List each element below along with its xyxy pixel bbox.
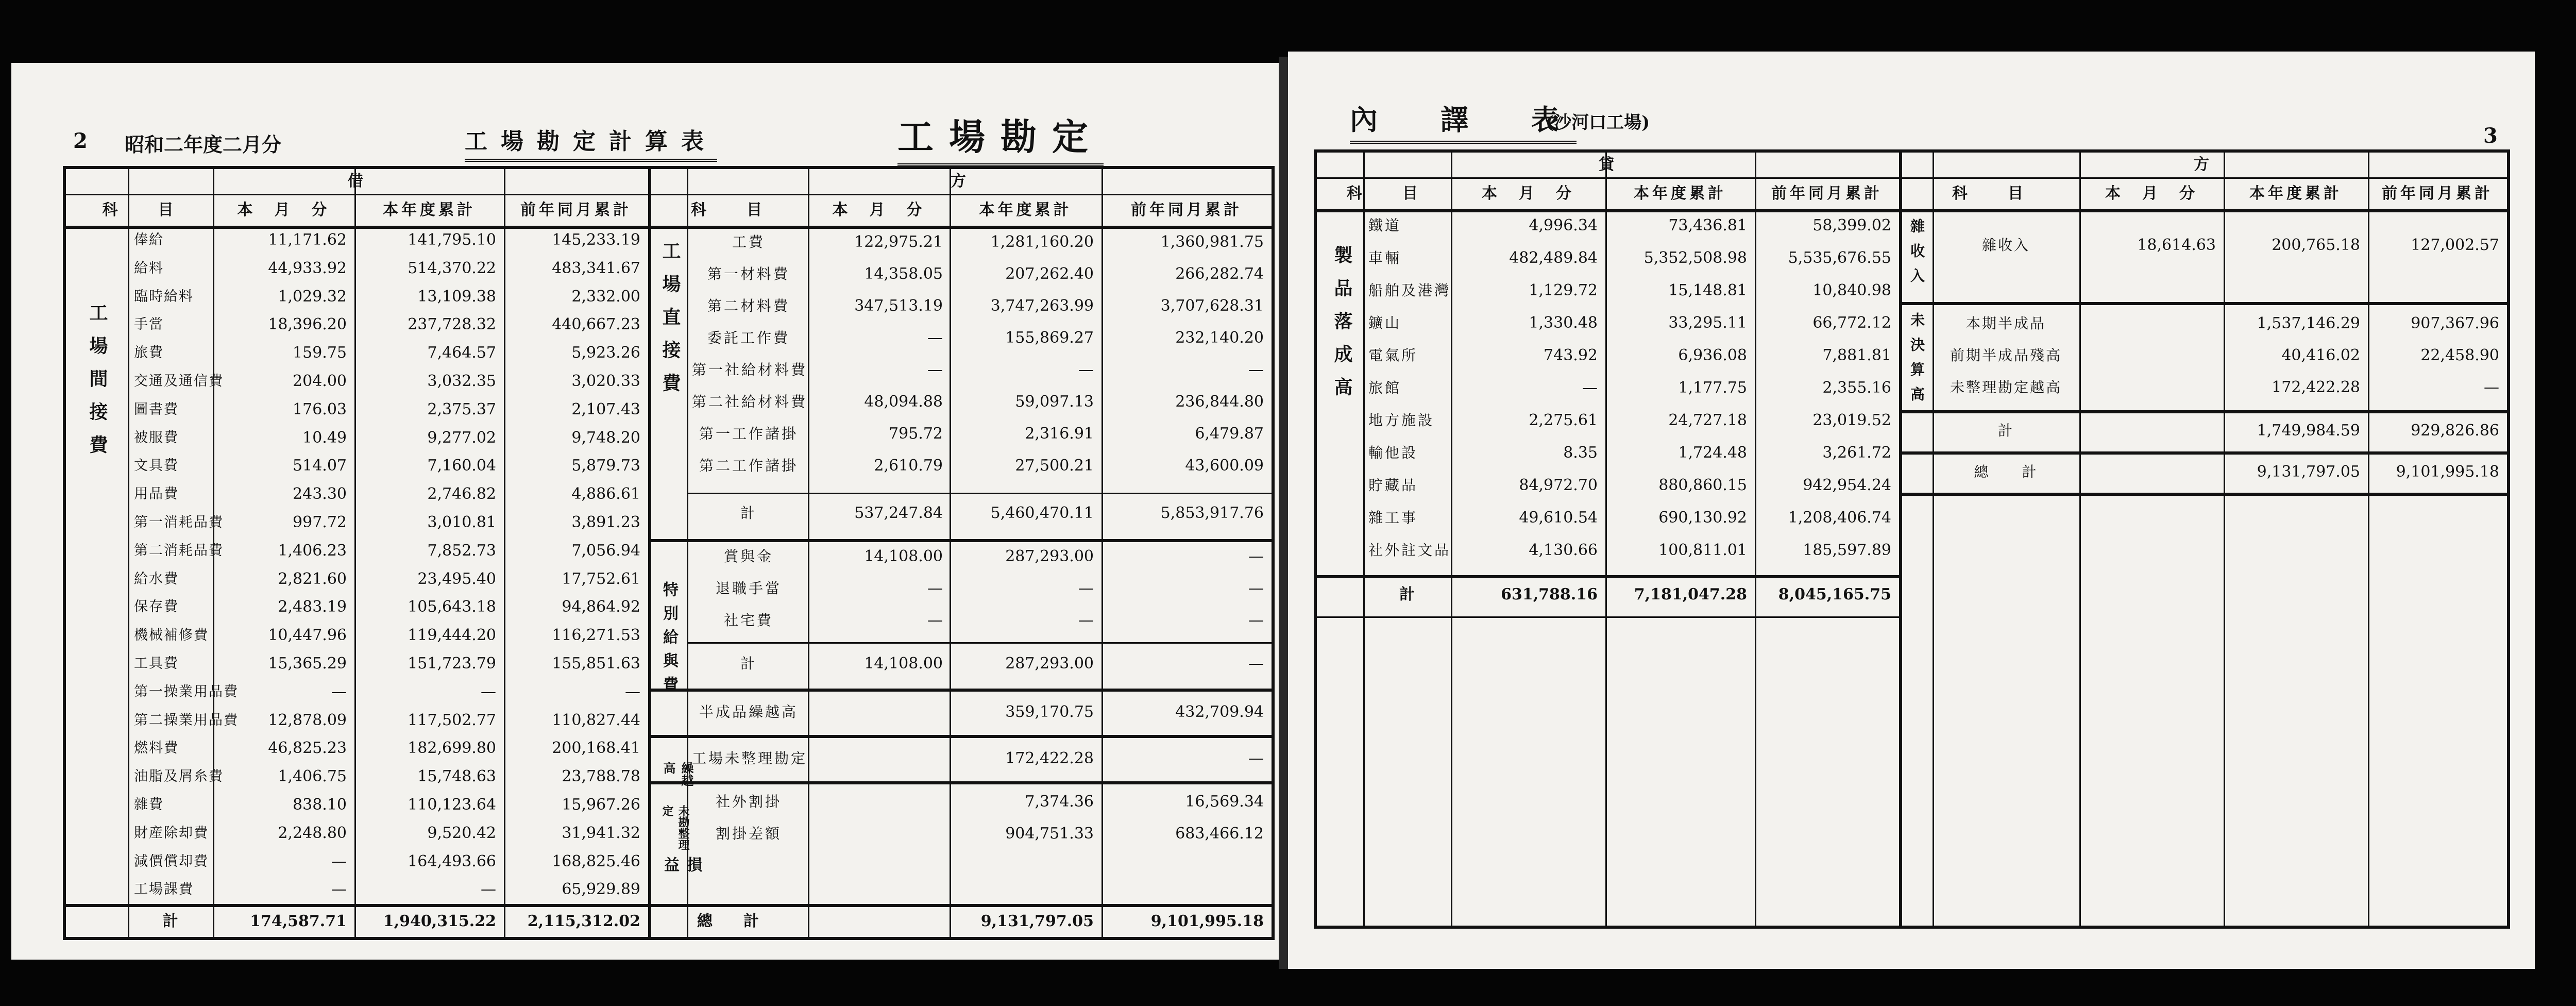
row-label: 第一社給材料費 <box>692 361 808 378</box>
row-month: 14,108.00 <box>864 547 943 565</box>
row-prev: — <box>1248 749 1264 767</box>
group-label: 雜收入 <box>1908 219 1925 293</box>
row-ytd: 9,277.02 <box>427 428 496 447</box>
row-ytd: 155,869.27 <box>1005 329 1094 347</box>
row-prev: 9,748.20 <box>571 428 640 447</box>
row-prev: 5,535,676.55 <box>1788 249 1891 267</box>
debit-total-ytd: 1,940,315.22 <box>383 912 496 930</box>
row-ytd: — <box>1078 611 1094 629</box>
row-prev: 127,002.57 <box>2411 236 2499 254</box>
row-ytd: 9,520.42 <box>427 824 496 842</box>
row-prev: 1,360,981.75 <box>1160 233 1264 251</box>
row-label: 文具費 <box>134 458 179 474</box>
row-prev: 94,864.92 <box>562 598 640 616</box>
row-ytd: 164,493.66 <box>408 852 496 870</box>
row-ytd: 3,032.35 <box>427 372 496 390</box>
row-prev: 3,020.33 <box>571 372 640 390</box>
group-label: 損益 <box>661 857 702 882</box>
row-ytd: 5,352,508.98 <box>1643 249 1747 267</box>
title-main: 內 譯 表 <box>1350 98 1577 144</box>
title-part: 工場勘定計算表 <box>465 123 717 162</box>
row-month: 347,513.19 <box>854 297 943 315</box>
row-label: 旅館 <box>1368 379 1402 396</box>
row-label: 交通及通信費 <box>134 373 224 389</box>
row-label: 社外註文品 <box>1368 542 1451 559</box>
row-month: — <box>927 329 943 347</box>
row-month: 1,330.48 <box>1529 314 1598 332</box>
col-month: 本 月 分 <box>832 201 925 219</box>
row-prev: 483,341.67 <box>552 259 640 277</box>
right-total-prev: 8,045,165.75 <box>1778 585 1891 603</box>
row-prev: — <box>625 682 640 701</box>
row-label: 鐵道 <box>1368 217 1402 234</box>
row-label: 俸給 <box>134 232 164 248</box>
period-label: 昭和二年度二月分 <box>125 133 282 156</box>
row-prev: 200,168.41 <box>552 739 640 758</box>
row-month: 48,094.88 <box>864 393 943 411</box>
row-prev: 907,367.96 <box>2411 314 2499 332</box>
row-label: 船舶及港灣 <box>1368 282 1451 299</box>
row-label: 貯藏品 <box>1368 477 1418 494</box>
row-ytd: 15,148.81 <box>1668 281 1747 299</box>
col-month: 本 月 分 <box>237 201 330 219</box>
credit-total-ytd: 9,131,797.05 <box>980 912 1094 930</box>
row-label: 委託工作費 <box>707 329 790 346</box>
row-prev: 2,355.16 <box>1822 379 1891 397</box>
row-prev: 236,844.80 <box>1175 393 1264 411</box>
row-label: 第二消耗品費 <box>134 542 224 559</box>
row-month: 2,275.61 <box>1529 411 1598 429</box>
row-ytd: 117,502.77 <box>408 711 496 729</box>
col-ytd: 本年度累計 <box>979 201 1072 219</box>
row-prev: 432,709.94 <box>1175 703 1264 721</box>
row-prev: 5,879.73 <box>571 457 640 475</box>
row-month: 44,933.92 <box>268 259 347 277</box>
row-prev: 6,479.87 <box>1195 425 1264 443</box>
right-total-ytd: 7,181,047.28 <box>1634 585 1747 603</box>
row-ytd: — <box>1078 361 1094 379</box>
row-label: 退職手當 <box>715 580 782 597</box>
row-ytd: 200,765.18 <box>2272 236 2360 254</box>
row-ytd: 2,375.37 <box>427 400 496 418</box>
row-month: 482,489.84 <box>1509 249 1598 267</box>
row-label: 被服費 <box>134 429 179 446</box>
page-number: 2 <box>73 129 88 153</box>
row-label: 總 計 <box>1974 463 2038 480</box>
row-label: 機械補修費 <box>134 627 209 644</box>
col-item: 科 目 <box>1347 185 1421 203</box>
row-label: 鑛山 <box>1368 314 1402 331</box>
row-label: 割掛差額 <box>715 825 782 842</box>
row-month: — <box>927 611 943 629</box>
row-prev: 17,752.61 <box>562 569 640 588</box>
row-label: 燃料費 <box>134 740 179 757</box>
row-label: 電氣所 <box>1368 347 1418 364</box>
row-ytd: 59,097.13 <box>1015 393 1094 411</box>
credit-total-label: 總 計 <box>697 912 759 930</box>
row-month: 204.00 <box>293 372 347 390</box>
row-ytd: 119,444.20 <box>408 626 496 645</box>
row-prev: 23,788.78 <box>562 767 640 786</box>
row-ytd: 9,131,797.05 <box>2257 463 2360 481</box>
group-label: 工場間接費 <box>87 303 108 468</box>
row-ytd: 1,537,146.29 <box>2257 314 2360 332</box>
row-ytd: 1,724.48 <box>1678 444 1747 462</box>
row-month: — <box>1582 379 1598 397</box>
row-ytd: 100,811.01 <box>1658 541 1747 559</box>
col-ytd: 本年度累計 <box>1634 185 1726 203</box>
row-label: 給料 <box>134 260 164 276</box>
row-month: 14,108.00 <box>864 655 943 673</box>
row-ytd: 2,316.91 <box>1025 425 1094 443</box>
page-number: 3 <box>2483 124 2498 148</box>
row-month: 2,483.19 <box>278 598 347 616</box>
row-prev: 3,891.23 <box>571 513 640 531</box>
row-month: 2,610.79 <box>874 457 943 475</box>
row-label: 車輛 <box>1368 249 1402 266</box>
right-total-label: 計 <box>1399 585 1415 603</box>
row-prev: 168,825.46 <box>552 852 640 870</box>
row-prev: — <box>1248 655 1264 673</box>
row-label: 第二操業用品費 <box>134 712 239 728</box>
row-prev: 683,466.12 <box>1175 825 1264 843</box>
credit-total-prev: 9,101,995.18 <box>1150 912 1264 930</box>
row-prev: 232,140.20 <box>1175 329 1264 347</box>
debit-header: 借 <box>348 172 366 190</box>
group-label: 未勘整理定 <box>660 805 690 850</box>
row-prev: 1,208,406.74 <box>1788 509 1891 527</box>
group-label: 工場直接費 <box>659 241 681 406</box>
row-month: 537,247.84 <box>854 504 943 522</box>
row-month: 795.72 <box>889 425 943 443</box>
row-prev: 9,101,995.18 <box>2396 463 2499 481</box>
book-gutter <box>1279 57 1288 969</box>
row-prev: 185,597.89 <box>1803 541 1891 559</box>
row-month: 18,396.20 <box>268 315 347 334</box>
row-ytd: 3,010.81 <box>427 513 496 531</box>
row-ytd: 110,123.64 <box>408 796 496 814</box>
row-ytd: 1,281,160.20 <box>990 233 1094 251</box>
row-label: 第二材料費 <box>707 297 790 314</box>
row-month: 122,975.21 <box>854 233 943 251</box>
row-ytd: 13,109.38 <box>417 287 496 306</box>
ledger-sheet-right <box>1314 149 2510 929</box>
row-month: 10,447.96 <box>268 626 347 645</box>
row-month: 838.10 <box>293 796 347 814</box>
title-main: 工場勘定 <box>897 108 1104 166</box>
row-month: — <box>927 579 943 597</box>
row-prev: — <box>1248 579 1264 597</box>
row-label: 旅費 <box>134 345 164 361</box>
col-prev: 前年同月累計 <box>1771 185 1883 203</box>
ledger-sheet-left <box>63 166 1275 940</box>
row-month: — <box>331 880 347 899</box>
row-ytd: 2,746.82 <box>427 485 496 504</box>
row-label: 前期半成品殘高 <box>1950 347 2062 364</box>
row-ytd: 904,751.33 <box>1005 825 1094 843</box>
row-prev: 58,399.02 <box>1812 216 1891 234</box>
row-label: 第一操業用品費 <box>134 683 239 700</box>
col-prev: 前年同月累計 <box>1131 201 1242 219</box>
row-prev: 116,271.53 <box>552 626 640 645</box>
row-ytd: — <box>481 682 496 701</box>
row-prev: 66,772.12 <box>1812 314 1891 332</box>
row-prev: — <box>2484 378 2499 396</box>
col-month: 本 月 分 <box>1482 185 1574 203</box>
credit-header: 方 <box>2194 156 2212 174</box>
row-month: 8.35 <box>1563 444 1598 462</box>
row-ytd: 287,293.00 <box>1005 655 1094 673</box>
row-prev: 942,954.24 <box>1803 476 1891 494</box>
row-label: 手當 <box>134 316 164 333</box>
title-sub: (沙河口工場) <box>1546 112 1650 133</box>
row-prev: — <box>1248 547 1264 565</box>
row-ytd: 359,170.75 <box>1005 703 1094 721</box>
row-month: 1,406.75 <box>278 767 347 786</box>
row-label: 臨時給料 <box>134 288 194 305</box>
row-label: 第二工作諸掛 <box>699 457 798 474</box>
row-prev: 43,600.09 <box>1185 457 1264 475</box>
row-ytd: 880,860.15 <box>1658 476 1747 494</box>
row-label: 圖書費 <box>134 401 179 417</box>
debit-total-month: 174,587.71 <box>250 912 347 930</box>
row-month: 12,878.09 <box>268 711 347 729</box>
row-label: 財産除却費 <box>134 825 209 841</box>
row-prev: 10,840.98 <box>1812 281 1891 299</box>
group-label: 製品落成高 <box>1331 245 1353 410</box>
right-total-month: 631,788.16 <box>1501 585 1598 603</box>
row-ytd: 23,495.40 <box>417 569 496 588</box>
row-label: 計 <box>1997 422 2014 439</box>
left-page <box>11 63 1279 960</box>
row-month: 1,406.23 <box>278 541 347 560</box>
row-prev: 16,569.34 <box>1185 793 1264 811</box>
row-month: 514.07 <box>293 457 347 475</box>
row-prev: 2,107.43 <box>571 400 640 418</box>
row-label: 社外割掛 <box>715 793 782 810</box>
row-prev: 155,851.63 <box>552 655 640 673</box>
row-prev: 7,056.94 <box>571 541 640 560</box>
row-label: 油脂及屑糸費 <box>134 768 224 785</box>
row-prev: 110,827.44 <box>552 711 640 729</box>
row-ytd: 151,723.79 <box>408 655 496 673</box>
row-ytd: 73,436.81 <box>1668 216 1747 234</box>
row-prev: 3,261.72 <box>1822 444 1891 462</box>
row-label: 地方施設 <box>1368 412 1435 429</box>
col-item: 科 目 <box>691 201 765 219</box>
row-ytd: 237,728.32 <box>408 315 496 334</box>
row-ytd: 40,416.02 <box>2281 346 2360 364</box>
row-ytd: 172,422.28 <box>2272 378 2360 396</box>
row-label: 給水費 <box>134 571 179 587</box>
row-month: 2,821.60 <box>278 569 347 588</box>
row-ytd: 514,370.22 <box>408 259 496 277</box>
row-label: 雜工事 <box>1368 509 1418 526</box>
row-label: 工具費 <box>134 656 179 672</box>
row-month: 46,825.23 <box>268 739 347 758</box>
row-month: 243.30 <box>293 485 347 504</box>
group-label: 未決算高 <box>1908 312 1925 411</box>
row-prev: — <box>1248 611 1264 629</box>
row-month: 743.92 <box>1544 346 1598 364</box>
row-ytd: 24,727.18 <box>1668 411 1747 429</box>
row-label: 半成品繰越高 <box>699 703 798 720</box>
row-ytd: 1,177.75 <box>1678 379 1747 397</box>
row-label: 用品費 <box>134 486 179 502</box>
row-month: 15,365.29 <box>268 655 347 673</box>
row-label: 第一材料費 <box>707 265 790 282</box>
row-ytd: — <box>481 880 496 899</box>
row-ytd: 27,500.21 <box>1015 457 1094 475</box>
row-month: 176.03 <box>293 400 347 418</box>
row-ytd: 182,699.80 <box>408 739 496 758</box>
row-ytd: 207,262.40 <box>1005 265 1094 283</box>
row-prev: 15,967.26 <box>562 796 640 814</box>
row-month: 2,248.80 <box>278 824 347 842</box>
group-label: 繰越高 <box>661 762 694 786</box>
col-ytd: 本年度累計 <box>383 201 476 219</box>
credit-header: 方 <box>951 172 969 190</box>
row-ytd: 6,936.08 <box>1678 346 1747 364</box>
row-label: 第一工作諸掛 <box>699 425 798 442</box>
debit-header: 貸 <box>1599 156 1617 174</box>
row-ytd: 7,160.04 <box>427 457 496 475</box>
col-ytd: 本年度累計 <box>2249 185 2342 203</box>
row-month: 4,130.66 <box>1529 541 1598 559</box>
col-month: 本 月 分 <box>2105 185 2198 203</box>
row-prev: 3,707,628.31 <box>1160 297 1264 315</box>
col-prev: 前年同月累計 <box>2382 185 2493 203</box>
row-month: 18,614.63 <box>2137 236 2216 254</box>
row-label: 工場課費 <box>134 881 194 898</box>
row-ytd: 287,293.00 <box>1005 547 1094 565</box>
row-ytd: 172,422.28 <box>1005 749 1094 767</box>
row-label: 第一消耗品費 <box>134 514 224 530</box>
row-label: 計 <box>740 655 757 672</box>
row-label: 減價償却費 <box>134 853 209 869</box>
debit-total-label: 計 <box>162 912 178 930</box>
row-month: 10.49 <box>302 428 347 447</box>
row-label: 計 <box>740 505 757 522</box>
row-month: 997.72 <box>293 513 347 531</box>
row-month: 49,610.54 <box>1519 509 1598 527</box>
row-ytd: — <box>1078 579 1094 597</box>
col-prev: 前年同月累計 <box>520 201 632 219</box>
row-ytd: 105,643.18 <box>408 598 496 616</box>
row-label: 第二社給材料費 <box>692 393 808 410</box>
row-prev: — <box>1248 361 1264 379</box>
row-ytd: 15,748.63 <box>417 767 496 786</box>
row-month: 14,358.05 <box>864 265 943 283</box>
row-prev: 31,941.32 <box>562 824 640 842</box>
row-ytd: 7,464.57 <box>427 344 496 362</box>
row-month: 11,171.62 <box>268 231 347 249</box>
row-ytd: 3,747,263.99 <box>990 297 1094 315</box>
row-prev: 23,019.52 <box>1812 411 1891 429</box>
row-prev: 145,233.19 <box>552 231 640 249</box>
row-prev: 266,282.74 <box>1175 265 1264 283</box>
row-ytd: 690,130.92 <box>1658 509 1747 527</box>
row-month: 4,996.34 <box>1529 216 1598 234</box>
row-prev: 4,886.61 <box>571 485 640 504</box>
row-prev: 5,923.26 <box>571 344 640 362</box>
row-ytd: 7,852.73 <box>427 541 496 560</box>
group-label: 特別給與費 <box>660 581 678 700</box>
row-prev: 22,458.90 <box>2420 346 2499 364</box>
row-ytd: 141,795.10 <box>408 231 496 249</box>
row-label: 未整理勘定越高 <box>1950 379 2062 396</box>
row-prev: 5,853,917.76 <box>1160 504 1264 522</box>
row-label: 保存費 <box>134 599 179 615</box>
row-prev: 2,332.00 <box>571 287 640 306</box>
row-prev: 65,929.89 <box>562 880 640 899</box>
col-item: 科 目 <box>1952 185 2026 203</box>
col-item: 科 目 <box>102 201 177 219</box>
row-month: 1,029.32 <box>278 287 347 306</box>
row-prev: 440,667.23 <box>552 315 640 334</box>
row-label: 工場未整理勘定 <box>692 750 808 767</box>
row-label: 社宅費 <box>723 612 773 629</box>
row-ytd: 33,295.11 <box>1668 314 1747 332</box>
row-prev: 7,881.81 <box>1822 346 1891 364</box>
row-month: — <box>331 852 347 870</box>
row-label: 本期半成品 <box>1965 315 2046 332</box>
row-label: 雜收入 <box>1981 237 2030 254</box>
row-month: — <box>927 361 943 379</box>
row-month: 159.75 <box>293 344 347 362</box>
debit-total-prev: 2,115,312.02 <box>527 912 640 930</box>
right-page <box>1288 52 2535 969</box>
row-ytd: 5,460,470.11 <box>990 504 1094 522</box>
row-label: 賞與金 <box>723 548 773 565</box>
row-month: — <box>331 682 347 701</box>
row-month: 84,972.70 <box>1519 476 1598 494</box>
row-label: 工費 <box>732 233 765 250</box>
row-ytd: 1,749,984.59 <box>2257 422 2360 440</box>
row-ytd: 7,374.36 <box>1025 793 1094 811</box>
row-month: 1,129.72 <box>1529 281 1598 299</box>
row-prev: 929,826.86 <box>2411 422 2499 440</box>
row-label: 輸他設 <box>1368 444 1418 461</box>
row-label: 雜費 <box>134 797 164 813</box>
